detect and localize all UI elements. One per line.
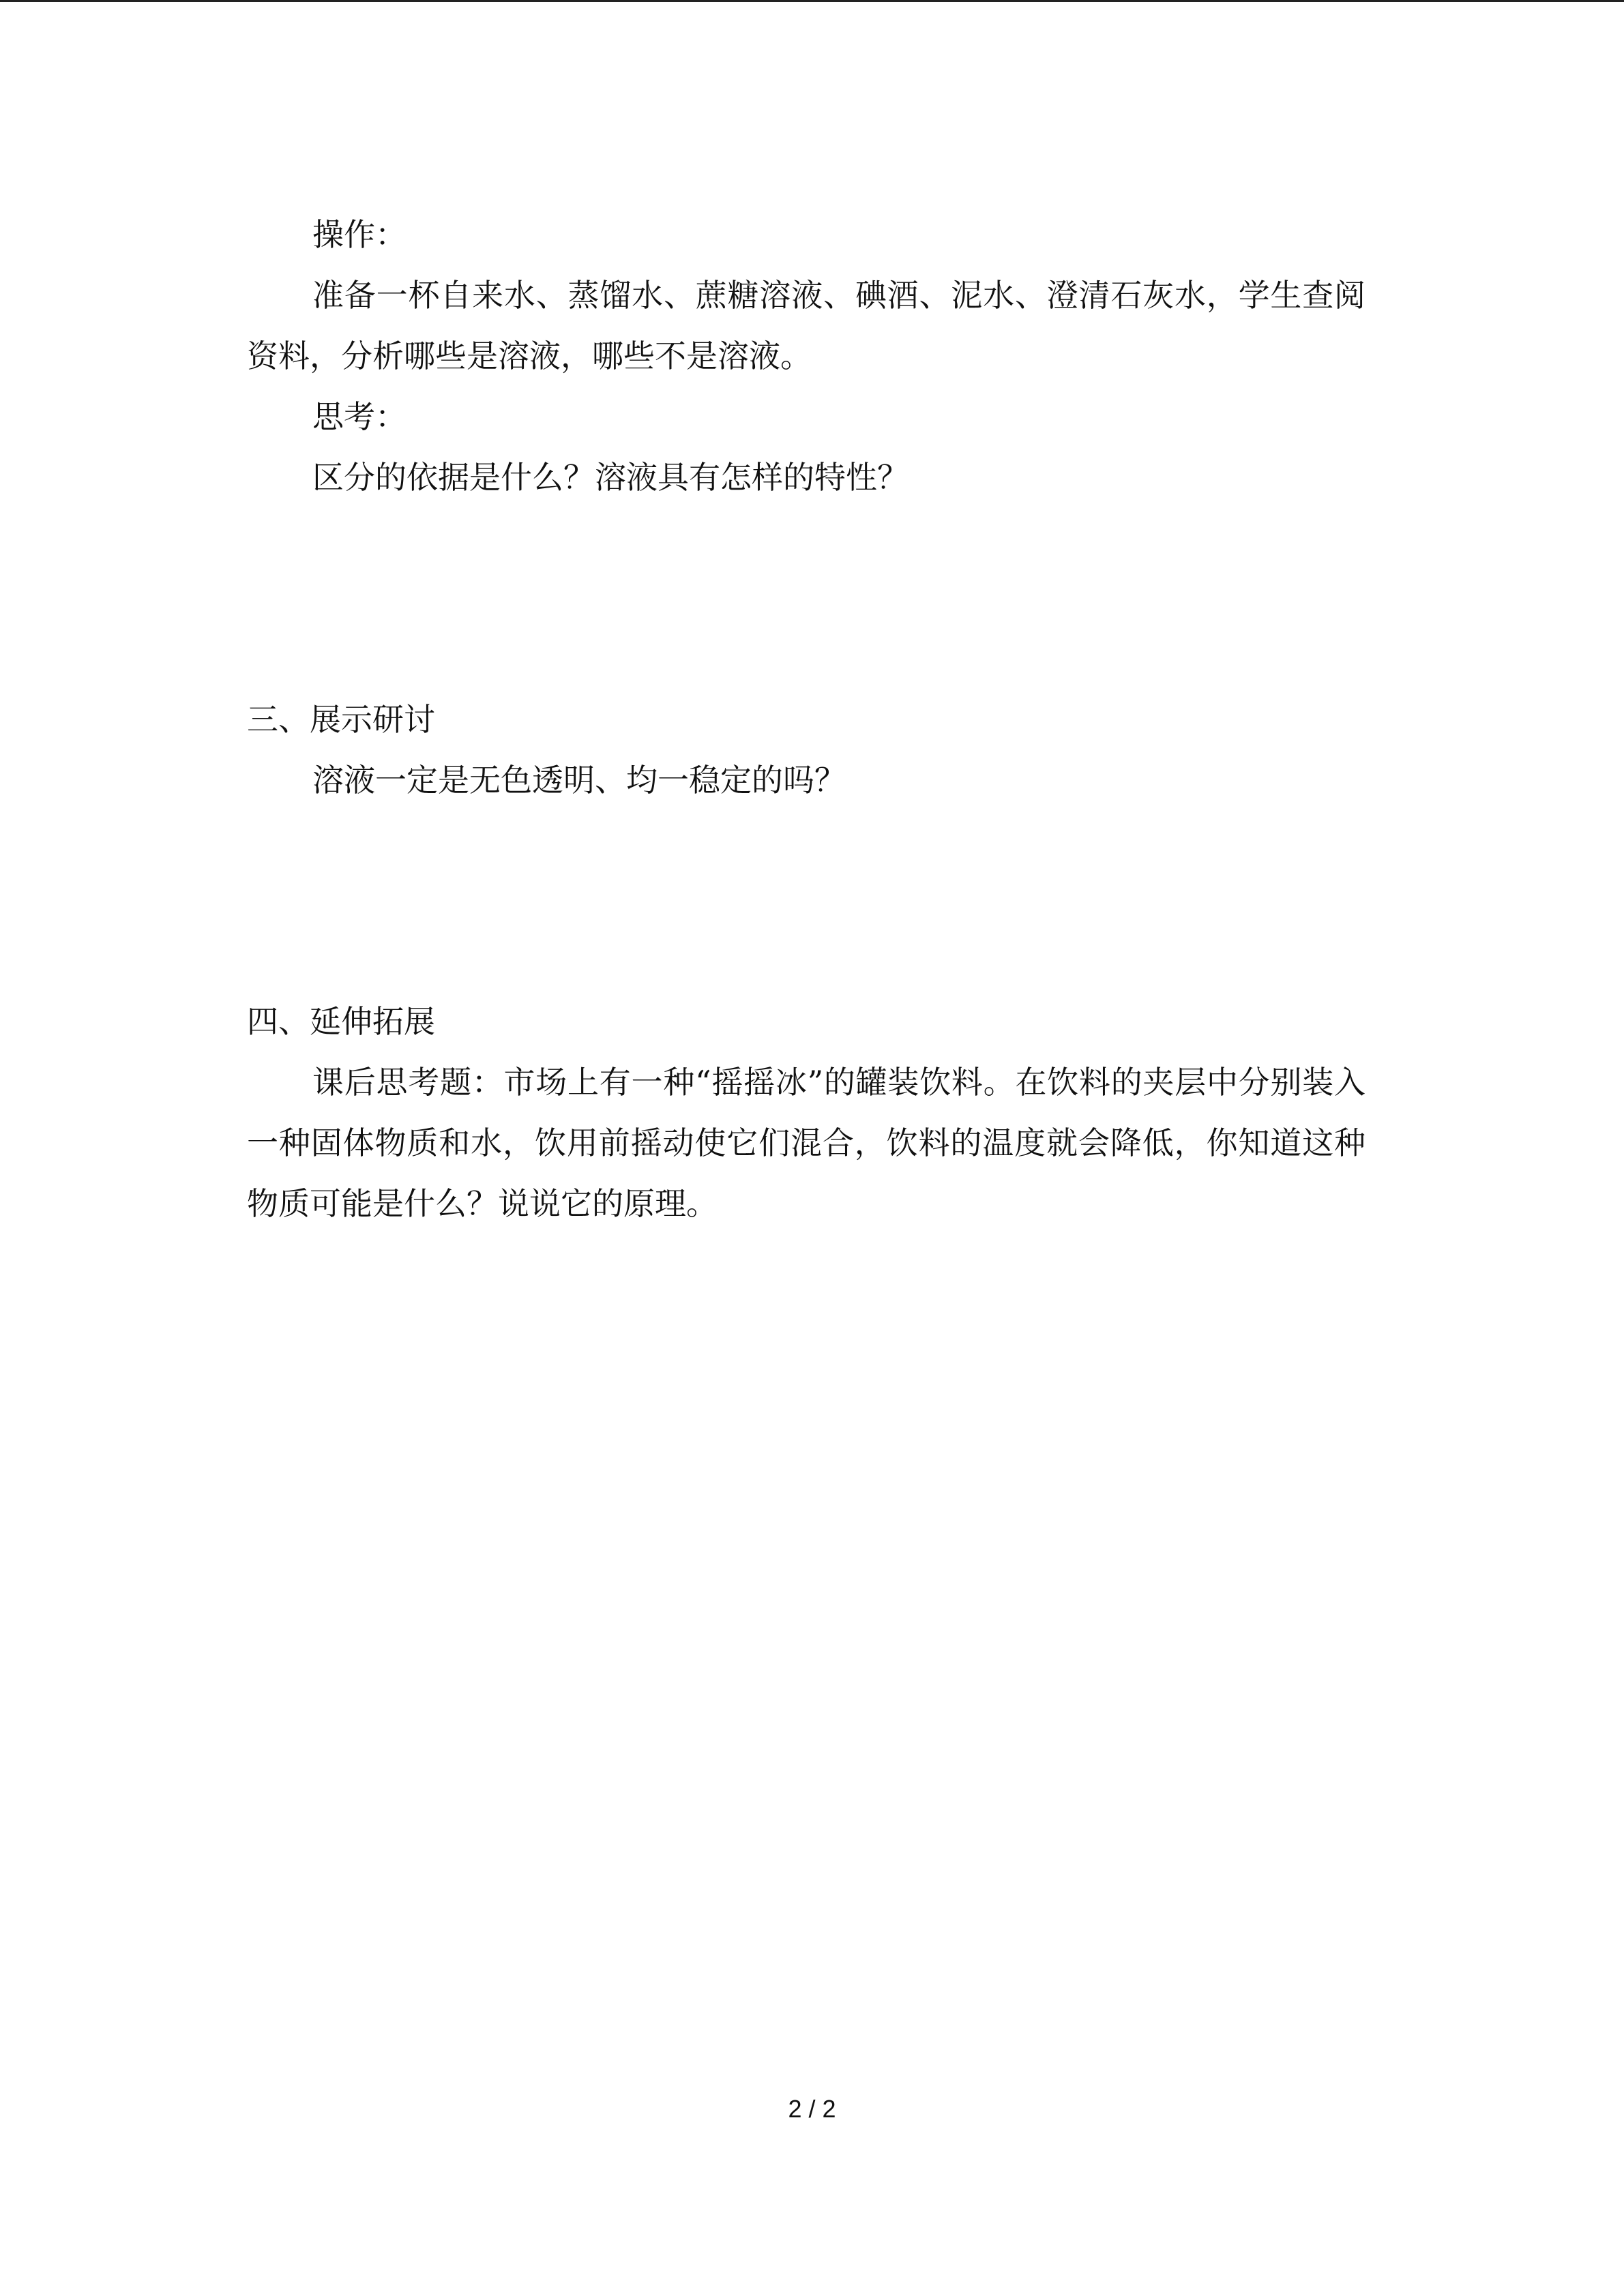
thinking-text: 区分的依据是什么？溶液具有怎样的特性？ (312, 459, 909, 496)
operation-text: 准备一杯自来水、蒸馏水、蔗糖溶液、碘酒、泥水、澄清石灰水，学生查阅资料，分析哪些是溶液，哪些不是溶液。 (247, 277, 1365, 374)
document-body (247, 205, 1365, 1234)
section-three-text: 溶液一定是无色透明、均一稳定的吗？ (312, 762, 846, 799)
top-border-line (0, 0, 1624, 2)
page-number: 2 / 2 (788, 2095, 836, 2123)
section-four-text: 课后思考题：市场上有一种“摇摇冰”的罐装饮料。在饮料的夹层中分别装入一种固体物质和水，饮用前摇动使它们混合，饮料的温度就会降低，你知道这种物质可能是什么？说说它的原理。 (247, 1064, 1365, 1222)
section-four-heading: 四、延伸拓展 (247, 1003, 435, 1040)
spacer (247, 508, 1365, 689)
thinking-heading: 思考： (312, 398, 407, 435)
operation-heading: 操作： (312, 216, 407, 253)
section-three-heading: 三、展示研讨 (247, 701, 435, 738)
spacer (247, 811, 1365, 992)
